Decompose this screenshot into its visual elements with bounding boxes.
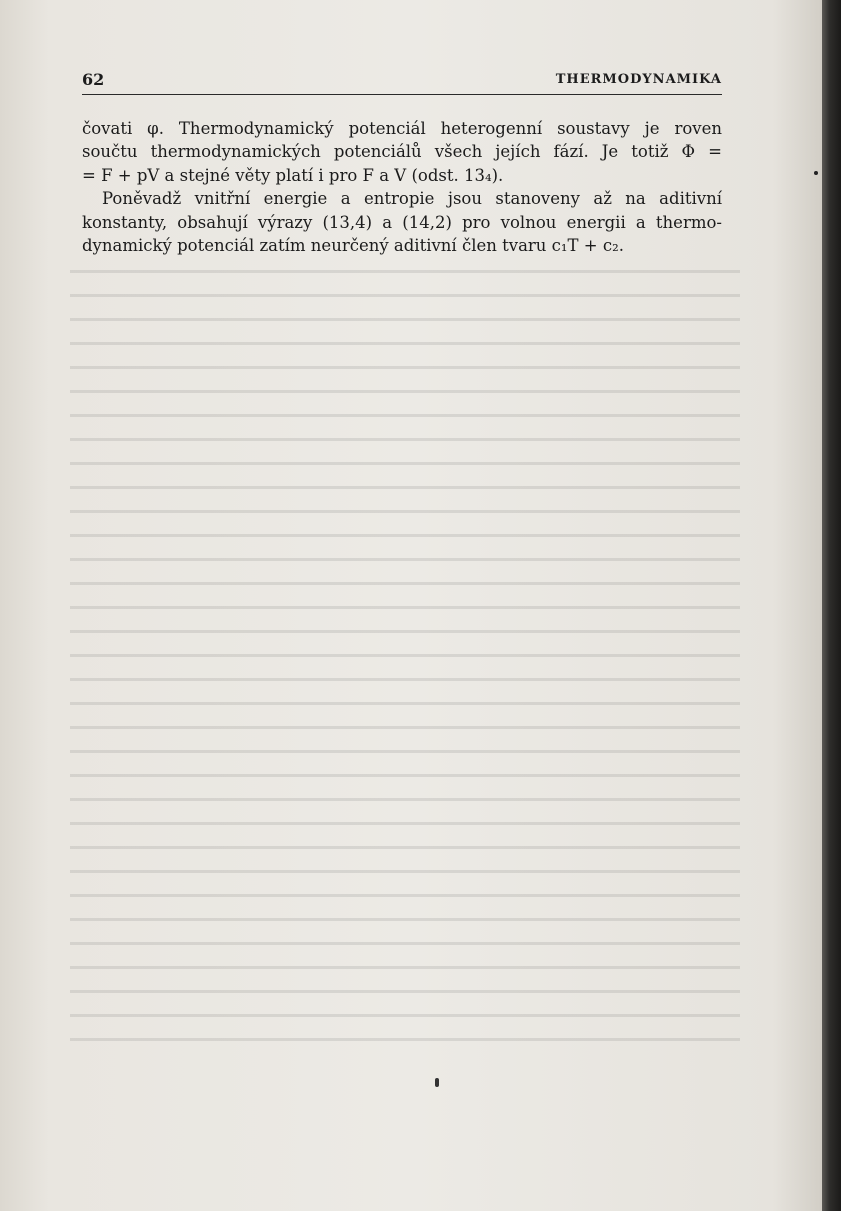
- text-line: čovati φ. Thermodynamický potenciál heterogenní soustavy je roven: [82, 119, 722, 138]
- ink-speck: [435, 1078, 439, 1087]
- text-line: součtu thermodynamických potenciálů všech jejích fází. Je totiž Φ =: [82, 142, 722, 162]
- text-line: = F + pV a stejné věty platí i pro F a V (odst. 13₄).: [82, 165, 504, 185]
- page-header: [82, 70, 722, 95]
- body-text: [82, 117, 722, 257]
- page-number: 62: [82, 70, 105, 89]
- text-line: Poněvadž vnitřní energie a entropie jsou stanoveny až na aditivní: [102, 189, 722, 209]
- show-through-text: [70, 255, 740, 1055]
- text-line: konstanty, obsahují výrazy (13,4) a (14,2) pro volnou energii a thermo-: [82, 212, 722, 232]
- page-edge-shadow: [822, 0, 841, 1211]
- margin-dot: [814, 171, 818, 175]
- running-head: THERMODYNAMIKA: [555, 72, 722, 87]
- text-line: dynamický potenciál zatím neurčený aditivní člen tvaru c₁T + c₂.: [82, 235, 624, 255]
